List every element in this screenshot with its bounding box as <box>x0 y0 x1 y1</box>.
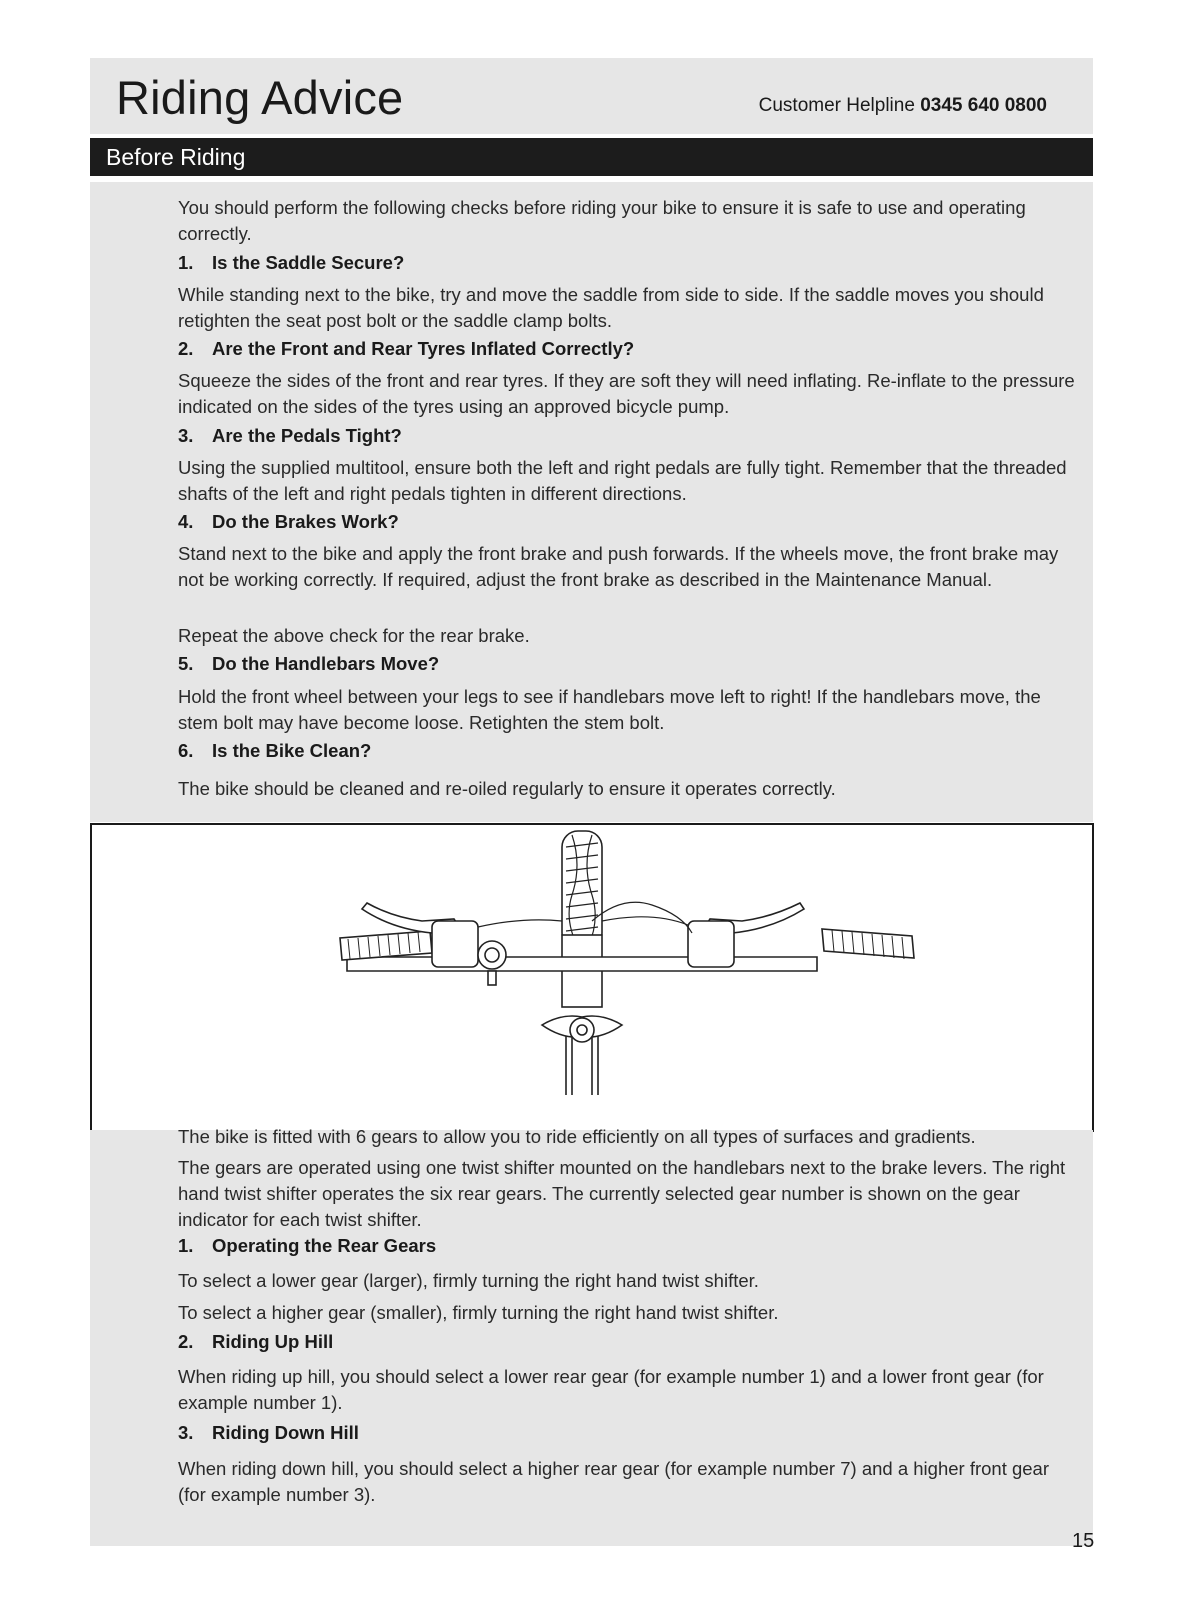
gears-text-3: When riding down hill, you should select a higher rear gear (for example number 7) and a higher front gear (for example number 3). <box>178 1458 1050 1505</box>
page-title: Riding Advice <box>116 71 404 124</box>
gears-heading-3: 3. Riding Down Hill <box>178 1422 359 1443</box>
check-text-2: Squeeze the sides of the front and rear tyres. If they are soft they will need inflating. Re-inflate to the pressure indicated on the sides of the tyres using an approved bicycle pump. <box>178 370 1075 417</box>
check-text-6: The bike should be cleaned and re-oiled regularly to ensure it operates correctly. <box>178 778 836 799</box>
customer-helpline <box>759 95 1047 117</box>
handlebar-illustration <box>90 823 1094 1132</box>
check-heading-2: 2. Are the Front and Rear Tyres Inflated Correctly? <box>178 338 635 359</box>
gears-intro-2: The gears are operated using one twist shifter mounted on the handlebars next to the brake levers. The right hand twist shifter operates the six rear gears. The currently selected gear number is shown on the gear indicator for each twist shifter. <box>178 1157 1066 1230</box>
handlebar-drawing <box>92 825 1092 1130</box>
gears-text-2: When riding up hill, you should select a lower rear gear (for example number 1) and a lower front gear (for example number 1). <box>178 1366 1044 1413</box>
check-text-3: Using the supplied multitool, ensure both the left and right pedals are fully tight. Remember that the threaded shafts of the left and right pedals tighten in different directions. <box>178 457 1067 504</box>
intro-text: You should perform the following checks before riding your bike to ensure it is safe to use and operating correctly. <box>178 197 1026 244</box>
gears-heading-1: 1. Operating the Rear Gears <box>178 1235 437 1256</box>
check-heading-1: 1. Is the Saddle Secure? <box>178 252 405 273</box>
gears-text-1: To select a lower gear (larger), firmly turning the right hand twist shifter. <box>178 1270 759 1291</box>
check-text-4b: Repeat the above check for the rear brake. <box>178 625 530 646</box>
gears-text-1b: To select a higher gear (smaller), firmly turning the right hand twist shifter. <box>178 1302 779 1323</box>
section-bar <box>90 138 1093 176</box>
check-text-1: While standing next to the bike, try and move the saddle from side to side. If the saddle moves you should retighten the seat post bolt or the saddle clamp bolts. <box>178 284 1044 331</box>
helpline-label: Customer Helpline <box>758 95 915 116</box>
check-heading-4: 4. Do the Brakes Work? <box>178 511 399 532</box>
check-text-4: Stand next to the bike and apply the front brake and push forwards. If the wheels move, the front brake may not be working correctly. If required, adjust the front brake as described in the Maintenance Manual. <box>178 543 1059 590</box>
page-header <box>90 58 1093 134</box>
check-heading-3: 3. Are the Pedals Tight? <box>178 425 402 446</box>
check-heading-5: 5. Do the Handlebars Move? <box>178 653 440 674</box>
section-title: Before Riding <box>106 144 246 170</box>
gears-heading-2: 2. Riding Up Hill <box>178 1331 334 1352</box>
gears-intro-1: The bike is fitted with 6 gears to allow you to ride efficiently on all types of surfaces and gradients. <box>178 1126 976 1147</box>
check-heading-6: 6. Is the Bike Clean? <box>178 740 372 761</box>
helpline-number: 0345 640 0800 <box>920 95 1047 116</box>
page-number: 15 <box>1072 1530 1095 1552</box>
check-text-5: Hold the front wheel between your legs to see if handlebars move left to right! If the handlebars move, the stem bolt may have become loose. Retighten the stem bolt. <box>178 686 1041 733</box>
